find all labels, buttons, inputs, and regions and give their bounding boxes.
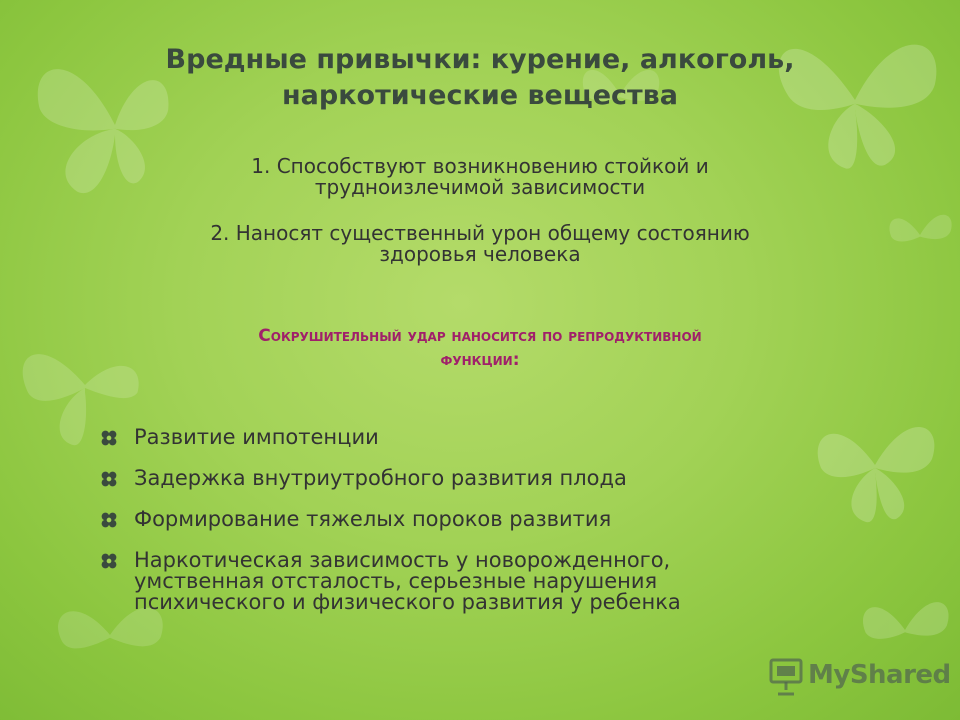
bullet-line: психического и физического развития у ребенка bbox=[134, 590, 681, 614]
flower-bullet-icon bbox=[100, 470, 118, 488]
bullet-line: умственная отсталость, серьезные нарушения bbox=[134, 569, 658, 593]
watermark-text: MyShared bbox=[808, 660, 951, 690]
slide-title bbox=[60, 42, 900, 114]
title-line: Вредные привычки: курение, алкоголь, bbox=[165, 44, 795, 75]
bullet-line: Развитие импотенции bbox=[134, 425, 379, 449]
numbered-item bbox=[120, 156, 840, 198]
bullet-line: Задержка внутриутробного развития плода bbox=[134, 466, 627, 490]
list-item bbox=[100, 468, 860, 489]
list-item bbox=[100, 509, 860, 530]
numbered-item-line: трудноизлечимой зависимости bbox=[314, 175, 646, 199]
bullet-line: Наркотическая зависимость у новорожденного, bbox=[134, 548, 671, 572]
numbered-item bbox=[120, 223, 840, 265]
butterfly-decoration-icon bbox=[880, 190, 960, 280]
bullet-line: Формирование тяжелых пороков развития bbox=[134, 507, 612, 531]
flower-bullet-icon bbox=[100, 511, 118, 529]
section-subheading bbox=[60, 324, 900, 372]
subheading-line: функции: bbox=[440, 350, 520, 370]
flower-bullet-icon bbox=[100, 429, 118, 447]
title-line: наркотические вещества bbox=[282, 80, 678, 111]
list-item bbox=[100, 427, 860, 448]
numbered-item-line: здоровья человека bbox=[379, 242, 581, 266]
numbered-item-line: 2. Наносят существенный урон общему состоянию bbox=[210, 221, 750, 245]
flower-bullet-icon bbox=[100, 552, 118, 570]
numbered-item-line: 1. Способствуют возникновению стойкой и bbox=[251, 154, 709, 178]
subheading-line: Сокрушительный удар наносится по репродуктивной bbox=[258, 326, 702, 346]
presentation-board-icon bbox=[768, 656, 804, 696]
list-item bbox=[100, 550, 860, 613]
bullet-list bbox=[100, 427, 860, 633]
